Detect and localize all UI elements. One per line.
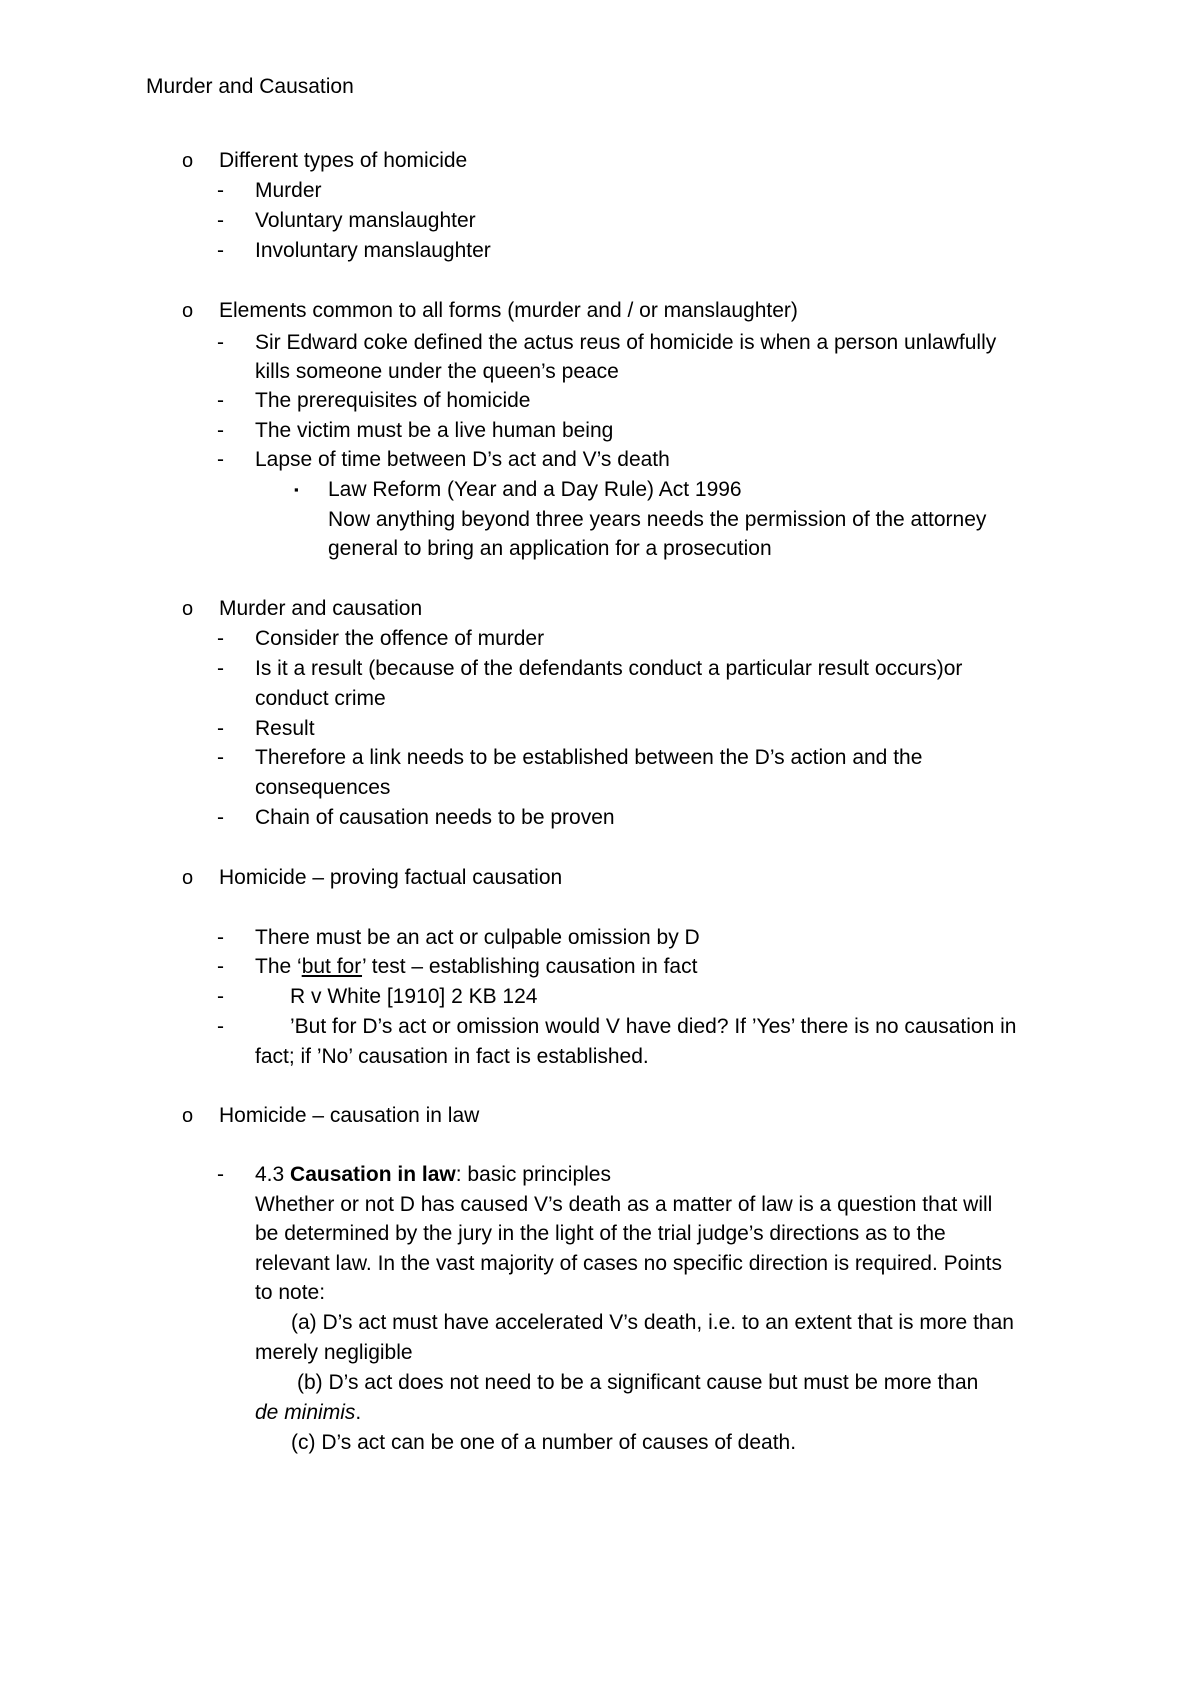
list-item: The prerequisites of homicide — [255, 389, 531, 412]
circle-bullet-icon: o — [182, 598, 194, 620]
dash-bullet-icon: - — [217, 1015, 224, 1038]
section-heading: Murder and causation — [219, 597, 423, 620]
point-c: (c) D’s act can be one of a number of causes of death. — [291, 1431, 797, 1454]
list-item-continuation: conduct crime — [255, 687, 386, 710]
dash-bullet-icon: - — [217, 657, 224, 680]
dash-bullet-icon: - — [217, 806, 224, 829]
dash-bullet-icon: - — [217, 985, 224, 1008]
dash-bullet-icon: - — [217, 746, 224, 769]
list-item — [255, 1160, 611, 1190]
list-item: Therefore a link needs to be established between the D’s action and the — [255, 746, 923, 769]
dash-bullet-icon: - — [217, 419, 224, 442]
list-item: ’But for D’s act or omission would V have died? If ’Yes’ there is no causation in — [290, 1015, 1017, 1038]
circle-bullet-icon: o — [182, 1105, 194, 1127]
dash-bullet-icon: - — [217, 331, 224, 354]
section-heading: Homicide – causation in law — [219, 1104, 480, 1127]
list-item-continuation: fact; if ’No’ causation in fact is established. — [255, 1045, 649, 1068]
sub-list-text: Now anything beyond three years needs the permission of the attorney — [328, 508, 987, 531]
item-text: . — [355, 1401, 362, 1424]
case-citation: R v White [1910] 2 KB 124 — [290, 985, 538, 1008]
dash-bullet-icon: - — [217, 389, 224, 412]
list-item: Involuntary manslaughter — [255, 239, 491, 262]
list-item: Murder — [255, 179, 322, 202]
section-heading: Homicide – proving factual causation — [219, 866, 563, 889]
item-text: ’ test – establishing causation in fact — [362, 955, 698, 978]
list-item: The victim must be a live human being — [255, 419, 614, 442]
item-text: : basic principles — [455, 1163, 611, 1186]
page-title: Murder and Causation — [146, 75, 354, 98]
paragraph-line: to note: — [255, 1281, 326, 1304]
list-item: There must be an act or culpable omission by D — [255, 926, 700, 949]
list-item: Result — [255, 717, 315, 740]
dash-bullet-icon: - — [217, 239, 224, 262]
bold-term: Causation in law — [290, 1163, 456, 1186]
item-text: The ‘ — [255, 955, 302, 978]
dash-bullet-icon: - — [217, 955, 224, 978]
list-item: Voluntary manslaughter — [255, 209, 476, 232]
section-heading: Different types of homicide — [219, 149, 468, 172]
list-item — [255, 952, 697, 982]
circle-bullet-icon: o — [182, 150, 194, 172]
italic-term: de minimis — [255, 1401, 356, 1424]
circle-bullet-icon: o — [182, 300, 194, 322]
item-number: 4.3 — [255, 1163, 291, 1186]
list-item: Lapse of time between D’s act and V’s death — [255, 448, 670, 471]
list-item-continuation: kills someone under the queen’s peace — [255, 360, 619, 383]
dash-bullet-icon: - — [217, 926, 224, 949]
section-heading: Elements common to all forms (murder and / or manslaughter) — [219, 299, 798, 322]
dash-bullet-icon: - — [217, 717, 224, 740]
dash-bullet-icon: - — [217, 209, 224, 232]
point-b: (b) D’s act does not need to be a significant cause but must be more than — [297, 1371, 979, 1394]
dash-bullet-icon: - — [217, 448, 224, 471]
square-bullet-icon: ▪ — [294, 482, 299, 497]
dash-bullet-icon: - — [217, 179, 224, 202]
point-b-continuation — [255, 1398, 361, 1428]
paragraph-line: be determined by the jury in the light of the trial judge’s directions as to the — [255, 1222, 946, 1245]
list-item: Consider the offence of murder — [255, 627, 545, 650]
list-item: Sir Edward coke defined the actus reus of homicide is when a person unlawfully — [255, 331, 997, 354]
point-a-continuation: merely negligible — [255, 1341, 413, 1364]
sub-list-item: Law Reform (Year and a Day Rule) Act 1996 — [328, 478, 742, 501]
list-item: Chain of causation needs to be proven — [255, 806, 615, 829]
paragraph-line: relevant law. In the vast majority of cases no specific direction is required. Points — [255, 1252, 1003, 1275]
list-item: Is it a result (because of the defendants conduct a particular result occurs)or — [255, 657, 963, 680]
dash-bullet-icon: - — [217, 1163, 224, 1186]
list-item-continuation: consequences — [255, 776, 391, 799]
sub-list-text: general to bring an application for a prosecution — [328, 537, 772, 560]
paragraph-line: Whether or not D has caused V’s death as a matter of law is a question that will — [255, 1193, 993, 1216]
point-a: (a) D’s act must have accelerated V’s death, i.e. to an extent that is more than — [291, 1311, 1014, 1334]
circle-bullet-icon: o — [182, 867, 194, 889]
dash-bullet-icon: - — [217, 627, 224, 650]
but-for-underlined: but for — [301, 955, 363, 978]
